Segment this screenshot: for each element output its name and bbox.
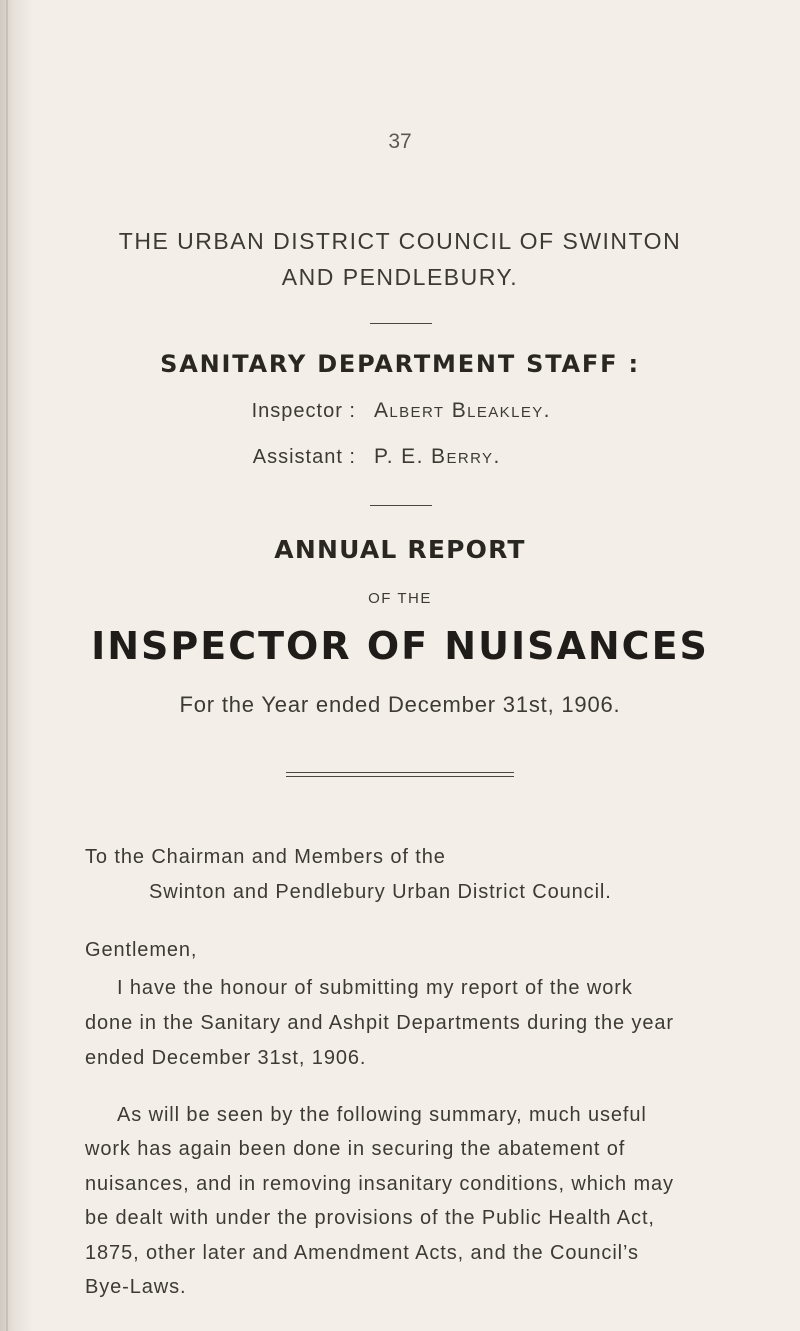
address-line-1: To the Chairman and Members of the: [85, 846, 446, 868]
page-number: 37: [388, 130, 412, 153]
paragraph-2-line-4: be dealt with under the provisions of the Public Health Act,: [85, 1207, 655, 1229]
paragraph-2-line-6: Bye-Laws.: [85, 1276, 187, 1298]
assistant-name: P. E. Berry.: [374, 445, 501, 468]
of-the-label: OF THE: [368, 590, 432, 607]
report-period: For the Year ended December 31st, 1906.: [179, 692, 621, 717]
paragraph-1-line-1: I have the honour of submitting my report of the work: [117, 977, 633, 999]
divider-1: [370, 323, 432, 324]
paragraph-1-line-3: ended December 31st, 1906.: [85, 1047, 367, 1069]
address-line-2: Swinton and Pendlebury Urban District Council.: [149, 881, 612, 903]
paragraph-1-line-2: done in the Sanitary and Ashpit Departments during the year: [85, 1012, 674, 1034]
inspector-name: Albert Bleakley.: [374, 399, 551, 422]
report-subject: INSPECTOR OF NUISANCES: [91, 624, 709, 668]
annual-report-title: ANNUAL REPORT: [274, 535, 526, 564]
council-title-line-2: AND PENDLEBURY.: [281, 264, 519, 290]
paragraph-2-line-2: work has again been done in securing the abatement of: [85, 1138, 626, 1160]
salutation: Gentlemen,: [85, 939, 198, 961]
paragraph-2-line-5: 1875, other later and Amendment Acts, and the Council’s: [85, 1242, 639, 1264]
council-title-line-1: THE URBAN DISTRICT COUNCIL OF SWINTON: [118, 228, 682, 254]
double-rule-top: [286, 772, 514, 773]
divider-2: [370, 505, 432, 506]
staff-heading: SANITARY DEPARTMENT STAFF :: [160, 350, 640, 378]
double-rule-bottom: [286, 776, 514, 777]
assistant-label: Assistant :: [252, 446, 356, 468]
paragraph-2-line-3: nuisances, and in removing insanitary conditions, which may: [85, 1173, 674, 1195]
inspector-label: Inspector :: [251, 400, 356, 422]
paragraph-2-line-1: As will be seen by the following summary, much useful: [117, 1104, 647, 1126]
